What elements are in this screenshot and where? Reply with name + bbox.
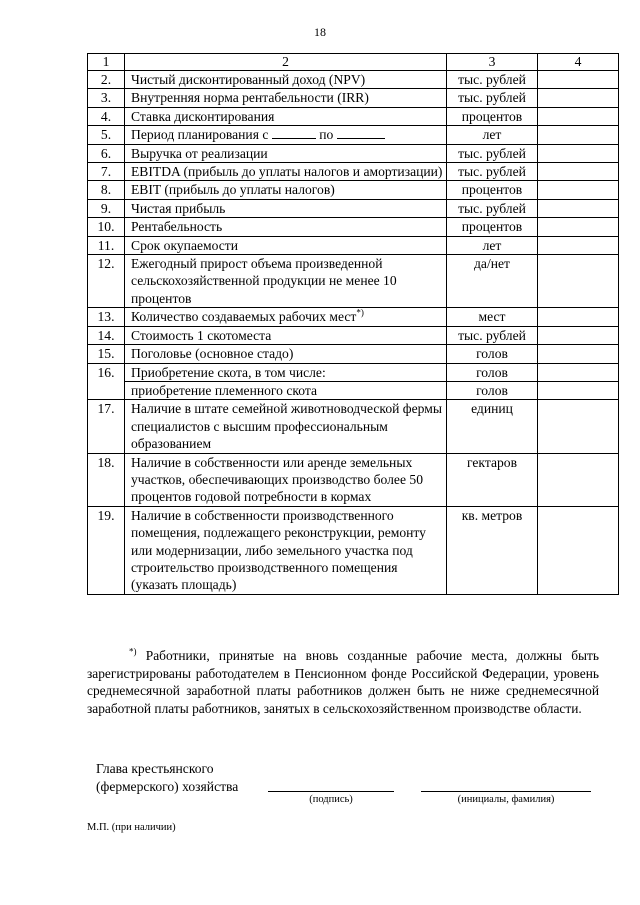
- indicator-name: Выручка от реализации: [125, 144, 447, 162]
- value-cell[interactable]: [538, 326, 619, 344]
- value-cell[interactable]: [538, 163, 619, 181]
- row-number: 7.: [88, 163, 125, 181]
- value-cell[interactable]: [538, 453, 619, 506]
- row-number: 14.: [88, 326, 125, 344]
- table-row: [88, 89, 619, 107]
- period-to-label: по: [319, 127, 334, 143]
- table-row: [88, 199, 619, 217]
- value-cell[interactable]: [538, 71, 619, 89]
- unit-cell: процентов: [447, 181, 538, 199]
- table-row: [88, 163, 619, 181]
- value-cell[interactable]: [538, 199, 619, 217]
- unit-cell: процентов: [447, 107, 538, 125]
- table-row: [88, 345, 619, 363]
- name-line[interactable]: [421, 791, 591, 792]
- table-row: [88, 71, 619, 89]
- unit-text: голов: [476, 364, 508, 380]
- name-caption: (инициалы, фамилия): [457, 794, 555, 805]
- indicator-name: Ставка дисконтирования: [125, 107, 447, 125]
- value-cell[interactable]: [538, 89, 619, 107]
- indicator-name: Срок окупаемости: [125, 236, 447, 254]
- unit-cell: лет: [447, 236, 538, 254]
- table-row: [88, 144, 619, 162]
- table-row: [88, 126, 619, 144]
- row-number: 6.: [88, 144, 125, 162]
- indicator-name: Чистая прибыль: [125, 199, 447, 217]
- value-cell[interactable]: [538, 126, 619, 144]
- table-row: [88, 326, 619, 344]
- unit-cell: кв. метров: [447, 506, 538, 594]
- row-number: 5.: [88, 126, 125, 144]
- stamp-note: М.П. (при наличии): [87, 822, 176, 833]
- unit-cell: единиц: [447, 400, 538, 453]
- value-subcell[interactable]: [538, 381, 618, 399]
- indicator-name: [125, 126, 447, 144]
- value-cell[interactable]: [538, 255, 619, 308]
- table-row: [88, 400, 619, 453]
- indicator-text: Количество создаваемых рабочих мест: [131, 309, 357, 325]
- signature-label-line1: Глава крестьянского: [96, 761, 214, 776]
- table-row: [88, 236, 619, 254]
- indicator-name: Стоимость 1 скотоместа: [125, 326, 447, 344]
- row-number: 15.: [88, 345, 125, 363]
- page-number: 18: [314, 25, 326, 39]
- indicator-name: Наличие в штате семейной животноводческой фермы специалистов с высшим профессиональным образованием: [125, 400, 447, 453]
- header-cell: 3: [447, 54, 538, 71]
- unit-cell: гектаров: [447, 453, 538, 506]
- header-cell: 4: [538, 54, 619, 71]
- period-to-blank[interactable]: [337, 127, 385, 139]
- indicator-name: Чистый дисконтированный доход (NPV): [125, 71, 447, 89]
- value-cell[interactable]: [538, 363, 619, 400]
- period-from-blank[interactable]: [272, 127, 316, 139]
- indicator-text: Приобретение скота, в том числе:: [131, 364, 326, 380]
- indicator-name: Поголовье (основное стадо): [125, 345, 447, 363]
- signature-line[interactable]: [268, 791, 394, 792]
- signature-caption: (подпись): [309, 794, 353, 805]
- value-cell[interactable]: [538, 144, 619, 162]
- row-number: 8.: [88, 181, 125, 199]
- row-number: 10.: [88, 218, 125, 236]
- period-from-label: Период планирования с: [131, 127, 269, 143]
- unit-cell: процентов: [447, 218, 538, 236]
- indicator-name: EBITDA (прибыль до уплаты налогов и амортизации): [125, 163, 447, 181]
- value-cell[interactable]: [538, 107, 619, 125]
- footnote-mark: *): [129, 646, 137, 657]
- row-number: 3.: [88, 89, 125, 107]
- sub-indicator-text: приобретение племенного скота: [125, 381, 446, 399]
- row-number: 9.: [88, 199, 125, 217]
- indicator-name: Рентабельность: [125, 218, 447, 236]
- table-row: [88, 308, 619, 326]
- unit-cell: тыс. рублей: [447, 89, 538, 107]
- signature-label-line2: (фермерского) хозяйства: [96, 779, 239, 794]
- value-cell[interactable]: [538, 236, 619, 254]
- table-row: [88, 107, 619, 125]
- unit-cell: голов: [447, 345, 538, 363]
- unit-cell: тыс. рублей: [447, 326, 538, 344]
- row-number: 18.: [88, 453, 125, 506]
- unit-cell: лет: [447, 126, 538, 144]
- footnote-text: Работники, принятые на вновь созданные рабочие места, должны быть зарегистрированы работодателем в Пенсионном фонде Российской Федерации, уровень среднемесячной заработной платы работников должен быть не ниже среднемесячной заработной платы работников, занятых в сельскохозяйственном производстве области.: [87, 648, 599, 716]
- unit-cell: мест: [447, 308, 538, 326]
- row-number: 13.: [88, 308, 125, 326]
- table-row: [88, 181, 619, 199]
- table-row: [88, 218, 619, 236]
- value-subcell[interactable]: [538, 364, 618, 381]
- unit-cell: тыс. рублей: [447, 71, 538, 89]
- indicator-name: [125, 308, 447, 326]
- row-number: 16.: [88, 363, 125, 400]
- header-cell: 2: [125, 54, 447, 71]
- value-cell[interactable]: [538, 218, 619, 236]
- indicator-name: Наличие в собственности производственного помещения, подлежащего реконструкции, ремонту или модернизации, либо земельного участка под строительство производственного помещения (указать площадь): [125, 506, 447, 594]
- value-cell[interactable]: [538, 400, 619, 453]
- footnote: [87, 647, 599, 717]
- indicator-name: EBIT (прибыль до уплаты налогов): [125, 181, 447, 199]
- indicators-table: [87, 53, 619, 595]
- table-header-row: [88, 54, 619, 71]
- value-cell[interactable]: [538, 181, 619, 199]
- signature-label: [96, 760, 238, 796]
- unit-cell: да/нет: [447, 255, 538, 308]
- value-cell[interactable]: [538, 506, 619, 594]
- value-cell[interactable]: [538, 345, 619, 363]
- footnote-mark: *): [356, 307, 364, 318]
- row-number: 4.: [88, 107, 125, 125]
- row-number: 11.: [88, 236, 125, 254]
- row-number: 17.: [88, 400, 125, 453]
- header-cell: 1: [88, 54, 125, 71]
- indicator-name: Ежегодный прирост объема произведенной сельскохозяйственной продукции не менее 10 процентов: [125, 255, 447, 308]
- table-row: [88, 453, 619, 506]
- table-row: [88, 506, 619, 594]
- unit-cell: тыс. рублей: [447, 144, 538, 162]
- unit-cell: [447, 363, 538, 400]
- indicator-name: Наличие в собственности или аренде земельных участков, обеспечивающих производство более 50 процентов годовой потребности в кормах: [125, 453, 447, 506]
- table-row: [88, 363, 619, 400]
- row-number: 2.: [88, 71, 125, 89]
- unit-cell: тыс. рублей: [447, 199, 538, 217]
- sub-unit-text: голов: [447, 381, 537, 399]
- row-number: 19.: [88, 506, 125, 594]
- table-row: [88, 255, 619, 308]
- indicator-name: [125, 363, 447, 400]
- unit-cell: тыс. рублей: [447, 163, 538, 181]
- indicator-name: Внутренняя норма рентабельности (IRR): [125, 89, 447, 107]
- value-cell[interactable]: [538, 308, 619, 326]
- row-number: 12.: [88, 255, 125, 308]
